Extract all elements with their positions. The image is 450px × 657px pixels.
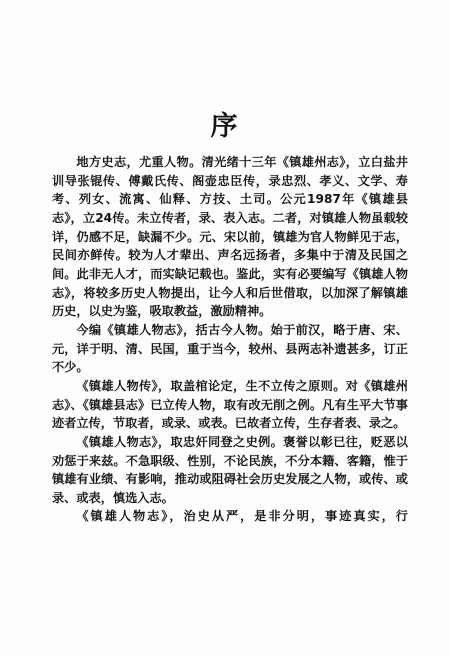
paragraph-3: 《镇雄人物传》，取盖棺论定，生不立传之原则。对《镇雄州志》、《镇雄县志》已立传人物，取有改无削之例。凡有生平大节事迹者立传，节取者，或录、或表。已故者立传，生存者表、录之。 xyxy=(52,378,408,431)
paragraph-1: 地方史志，尤重人物。清光绪十三年《镇雄州志》，立白盐井训导张锟传、傅戴氏传、阁壶忠臣传，录忠烈、孝义、文学、寿考、列女、流寓、仙释、方技、土司。公元1987年《镇雄县志》，立24传。未立传者，录、表入志。二者，对镇雄人物虽载较详，仍感不足，缺漏不少。元、宋以前，镇雄为官人物鲜见于志，民间亦鲜传。较为人才辈出、声名远扬者，多集中于清及民国之间。此非无人才，而实缺记载也。鉴此，实有必要编写《镇雄人物志》，将较多历史人物提出，让今人和后世借取，以加深了解镇雄历史，以史为鉴，吸取教益，激励精神。 xyxy=(52,155,408,319)
preface-body xyxy=(52,153,408,526)
paragraph-2: 今编《镇雄人物志》，括古今人物。始于前汉，略于唐、宋、元，详于明、清、民国，重于当今，较州、县两志补遗甚多，订正不少。 xyxy=(52,322,408,375)
paragraph-4: 《镇雄人物志》，取忠奸同登之史例。褒誉以彰已往，贬恶以劝惩于来兹。不急职级、性别，不论民族，不分本籍、客籍，惟于镇雄有业绩、有影响，推动或阻碍社会历史发展之人物，或传、或录、或表，慎选入志。 xyxy=(52,434,408,505)
paragraph-5: 《镇雄人物志》，治史从严，是非分明，事迹真实，行 xyxy=(76,509,408,524)
page-title: 序 xyxy=(210,111,240,142)
